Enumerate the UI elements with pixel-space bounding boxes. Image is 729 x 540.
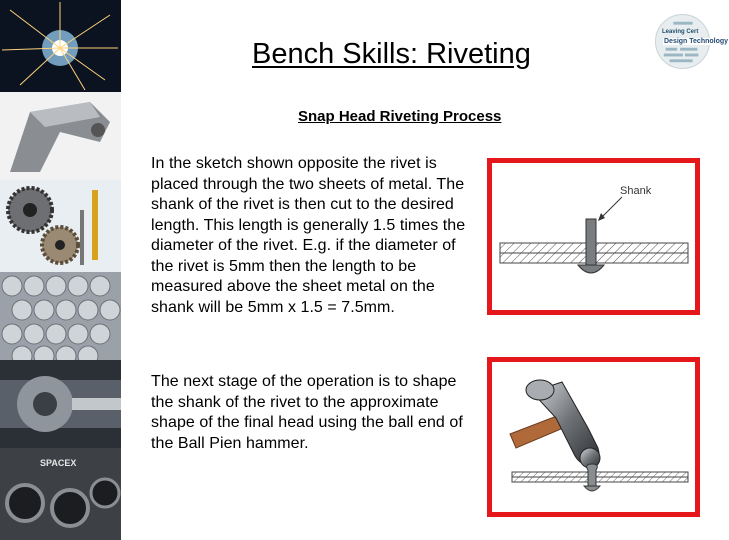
- welding-sparks-image: [0, 0, 121, 92]
- gears-image: [0, 180, 121, 272]
- rocket-engine-image: [0, 448, 121, 540]
- rivet-head: [578, 265, 604, 273]
- metal-part-image: [0, 92, 121, 180]
- ball-pien-hammer-diagram: [492, 362, 695, 512]
- slide-subtitle: Snap Head Riveting Process: [298, 108, 502, 125]
- shank-label: Shank: [620, 185, 652, 197]
- rivet-shank: [586, 219, 596, 265]
- rivet-cross-section-diagram: [492, 163, 695, 310]
- logo-line-1: Leaving Cert: [662, 29, 699, 35]
- steel-rods-image: [0, 272, 121, 360]
- paragraph-rivet-placement: In the sketch shown opposite the rivet is placed through the two sheets of metal. The shank of the rivet is then cut to the desired length. This length is generally 1.5 times the diameter of the rivet. E.g. if the diameter of the rivet is 5mm then the length to be measured above the sheet metal on the shank will be 5mm x 1.5 = 7.5mm.: [151, 155, 466, 316]
- shaped-rivet: [587, 464, 598, 486]
- logo-line-2: Design Technology: [664, 38, 729, 45]
- lathe-chuck-image: [0, 360, 121, 448]
- left-image-strip: [0, 0, 121, 540]
- hammer-sketch-frame: [487, 357, 700, 517]
- course-logo: [655, 14, 729, 69]
- spacex-logo-text: SPACEX: [40, 458, 77, 468]
- rivet-sketch-frame: [487, 158, 700, 315]
- slide-title: Bench Skills: Riveting: [252, 38, 531, 70]
- paragraph-shaping-shank: The next stage of the operation is to shape the shank of the rivet to the approximate shape of the final head using the ball end of the Ball Pien hammer.: [151, 373, 463, 452]
